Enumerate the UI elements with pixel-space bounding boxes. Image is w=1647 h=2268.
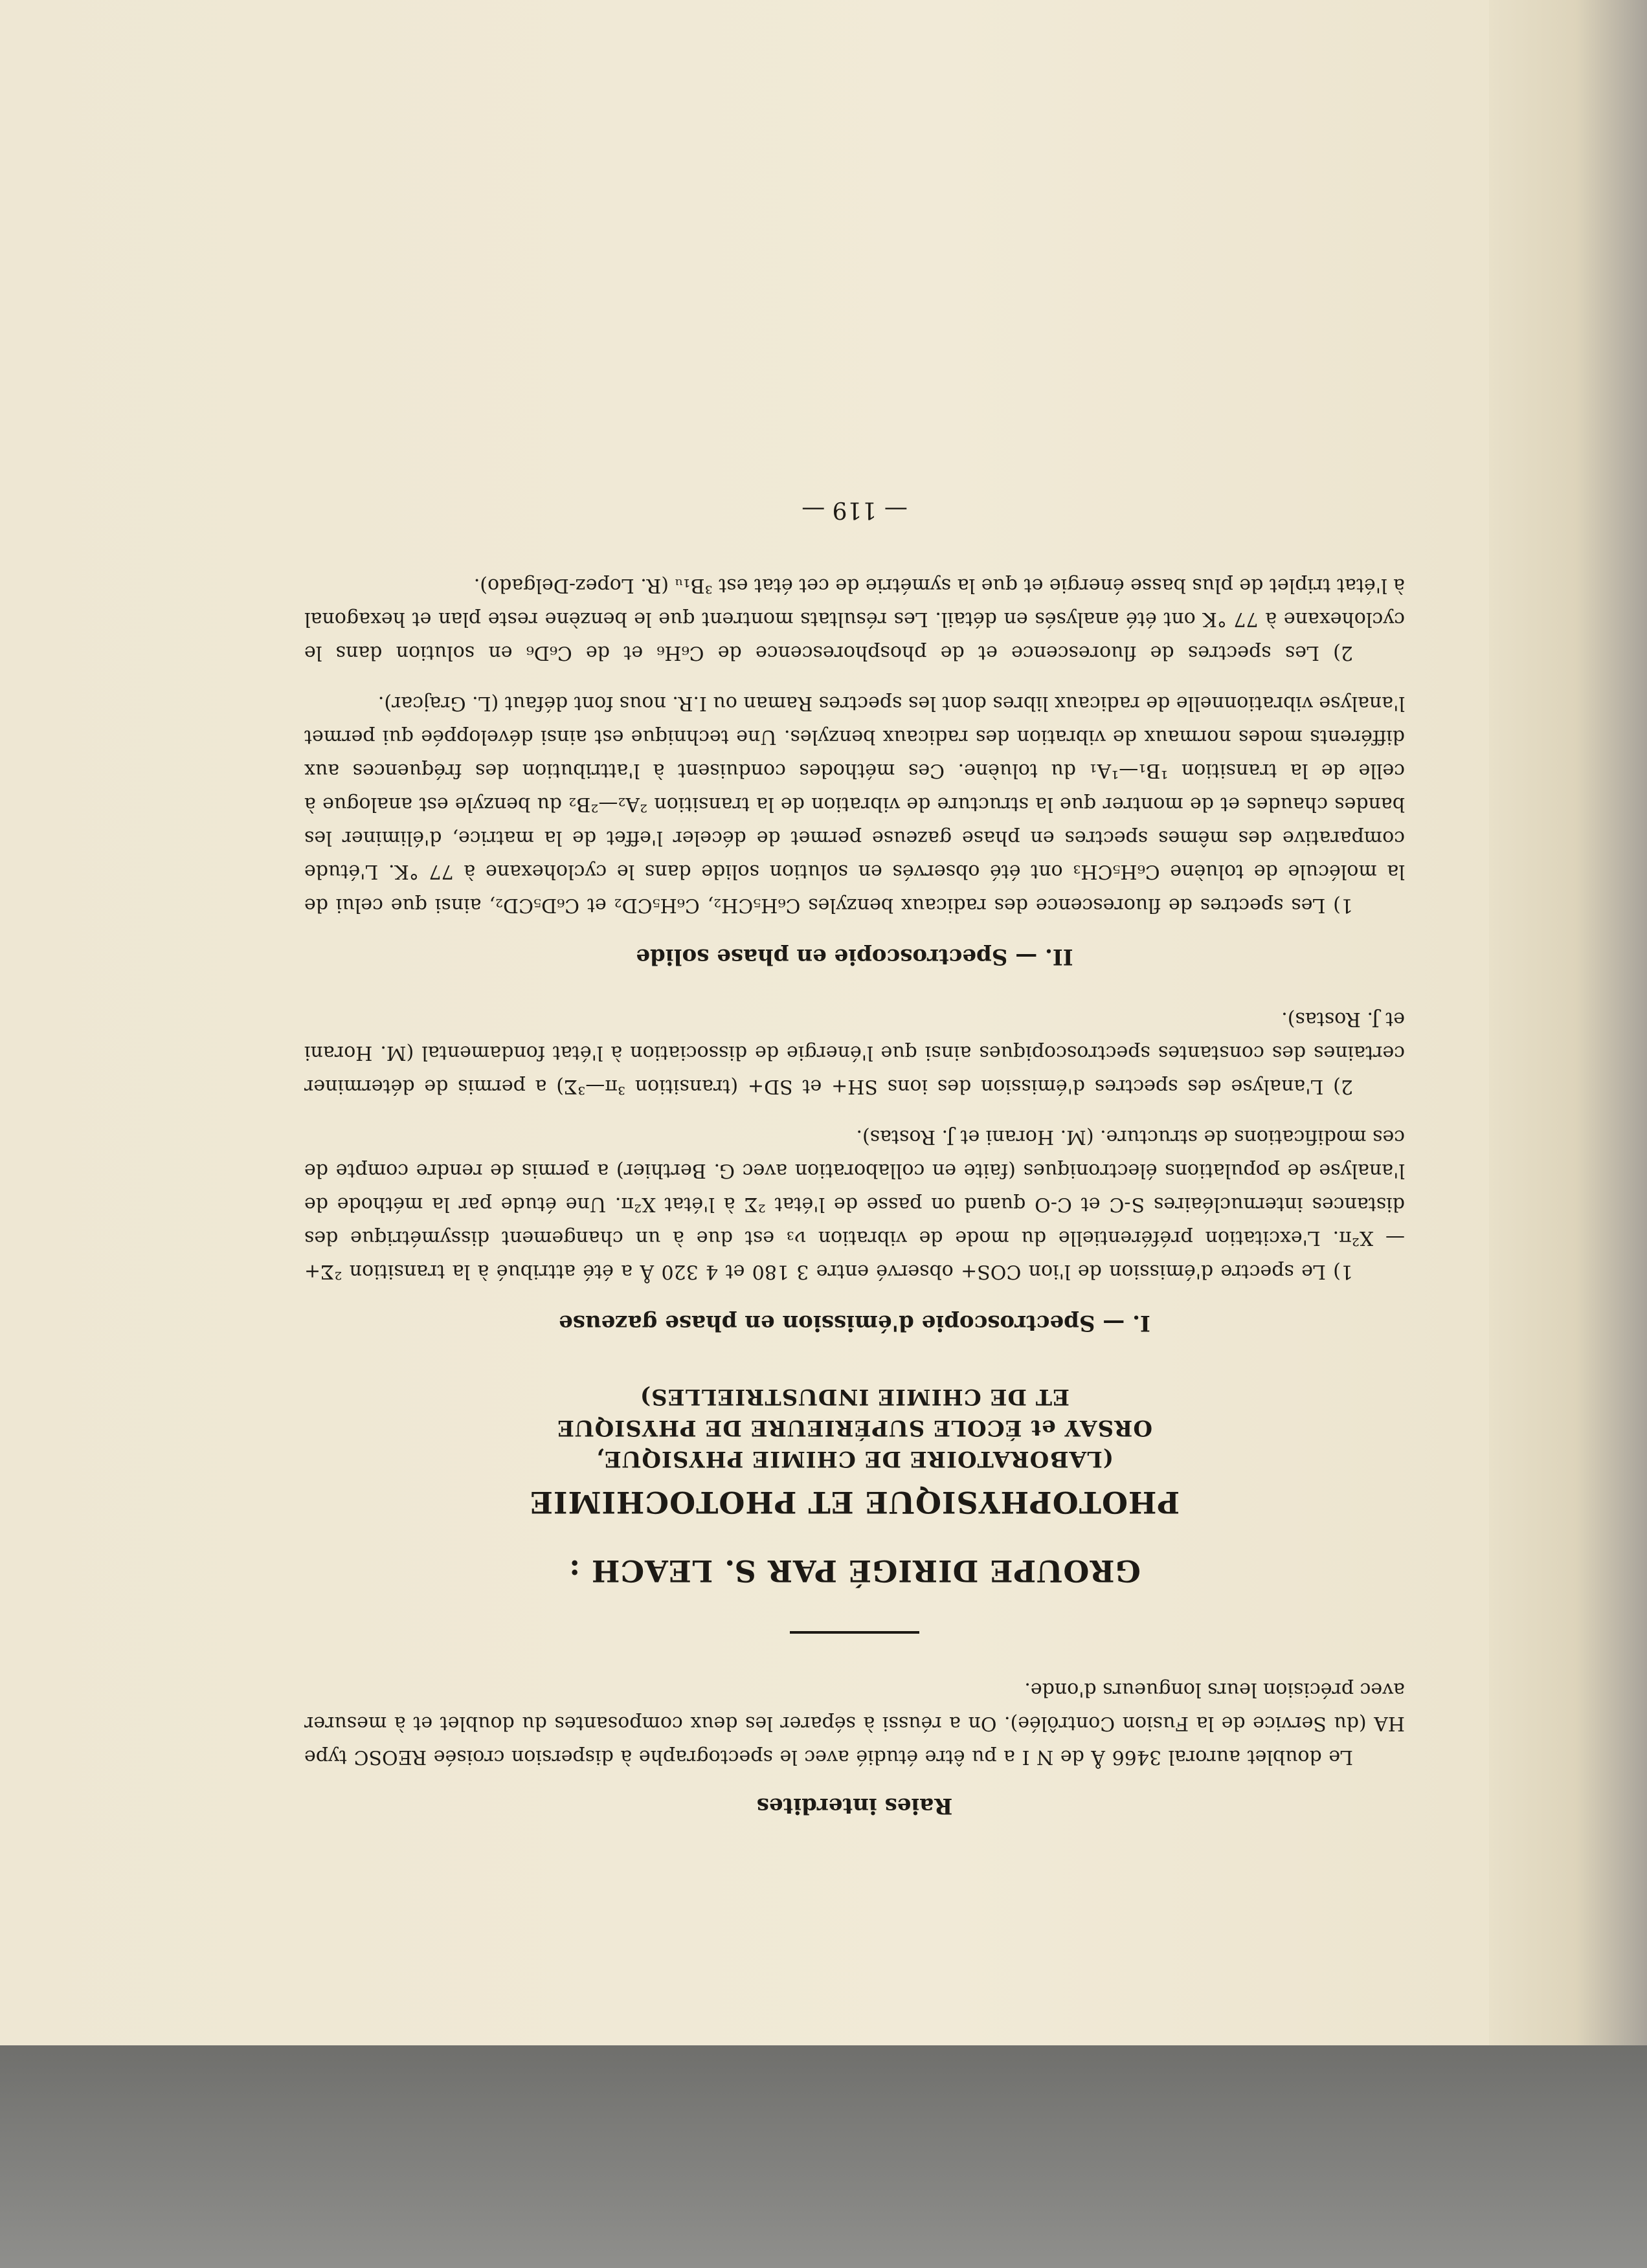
- rotated-page-content: [304, 458, 1405, 1864]
- intro-paragraph: Le doublet auroral 3466 Å de N I a pu être étudié avec le spectographe à dispersion croisée REOSC type HA (du Service de la Fusion Contrôlée). On a réussi à séparer les deux composantes du doublet et à mesurer avec précision leurs longueurs d'onde.: [304, 1678, 1405, 1768]
- solid-phase-item-1: 1) Les spectres de fluorescence des radicaux benzyles C₆H₅CH₂, C₆H₅CD₂ et C₆D₅CD₂, ainsi que celui de la molécule de toluène C₆H₅CH₃ ont été observés en solution solide dans le cyclohexane à 77 °K. L'étude comparative des mêmes spectres en phase gazeuse permet de déceler l'effet de la matrice, d'éliminer les bandes chaudes et de montrer que la structure de vibration de la transition ²A₂—²B₂ du benzyle est analogue à celle de la transition ¹B₁—¹A₁ du toluène. Ces méthodes conduisent à l'attribution des fréquences aux différents modes normaux de vibration des radicaux benzyles. Une technique est ainsi développée qui permet l'analyse vibrationnelle de radicaux libres dont les spectres Raman ou I.R. nous font défaut (L. Grajcar).: [304, 692, 1405, 917]
- lab-line-1: (LABORATOIRE DE CHIMIE PHYSIQUE,: [595, 1446, 1114, 1472]
- section-2-title: II. — Spectroscopie en phase solide: [636, 944, 1073, 970]
- group-title-line-1: GROUPE DIRIGÉ PAR S. LEACH :: [568, 1553, 1141, 1588]
- lab-line-2: ORSAY et ÉCOLE SUPÉRIEURE DE PHYSIQUE: [557, 1415, 1152, 1441]
- gas-phase-item-2: 2) L'analyse des spectres d'émission des ions SH+ et SD+ (transition ³π—³Σ) a permis de déterminer certaines des constantes spectroscopiques ainsi que l'énergie de dissociation à l'état fondamental (M. Horani et J. Rostas).: [304, 1008, 1405, 1098]
- lab-line-3: ET DE CHIMIE INDUSTRIELLES): [639, 1384, 1070, 1410]
- laboratory-affiliation: [304, 1381, 1405, 1474]
- group-title-line-2: PHOTOPHYSIQUE ET PHOTOCHIMIE: [529, 1485, 1180, 1520]
- solid-phase-item-2: 2) Les spectres de fluorescence et de phosphorescence de C₆H₆ et de C₆D₆ en solution dans le cyclohexane à 77 °K ont été analysés en détail. Les résultats montrent que le benzène reste plan et hexagonal à l'état triplet de plus basse énergie et que la symétrie de cet état est ³B₁ᵤ (R. Lopez-Delgado).: [304, 574, 1405, 664]
- page-binding-edge: [1489, 0, 1647, 2045]
- page-number: — 119 —: [801, 496, 908, 523]
- scanner-background: [0, 2045, 1647, 2268]
- divider-rule: [790, 1631, 919, 1634]
- gas-phase-item-1: 1) Le spectre d'émission de l'ion COS+ observé entre 3 180 et 4 320 Å a été attribué à la transition ²Σ+ — X²π. L'excitation préférentielle du mode de vibration ν₃ est due à un changement dissymétrique des distances internucléaires S-C et C-O quand on passe de l'état ²Σ à l'état X²π. Une étude par la méthode de l'analyse de populations électroniques (faite en collaboration avec G. Berthier) a permis de rendre compte de ces modifications de structure. (M. Horani et J. Rostas).: [304, 1126, 1405, 1283]
- section-label-raies-interdites: Raies interdites: [756, 1793, 953, 1819]
- section-1-title: I. — Spectroscopie d'émission en phase gazeuse: [559, 1310, 1150, 1336]
